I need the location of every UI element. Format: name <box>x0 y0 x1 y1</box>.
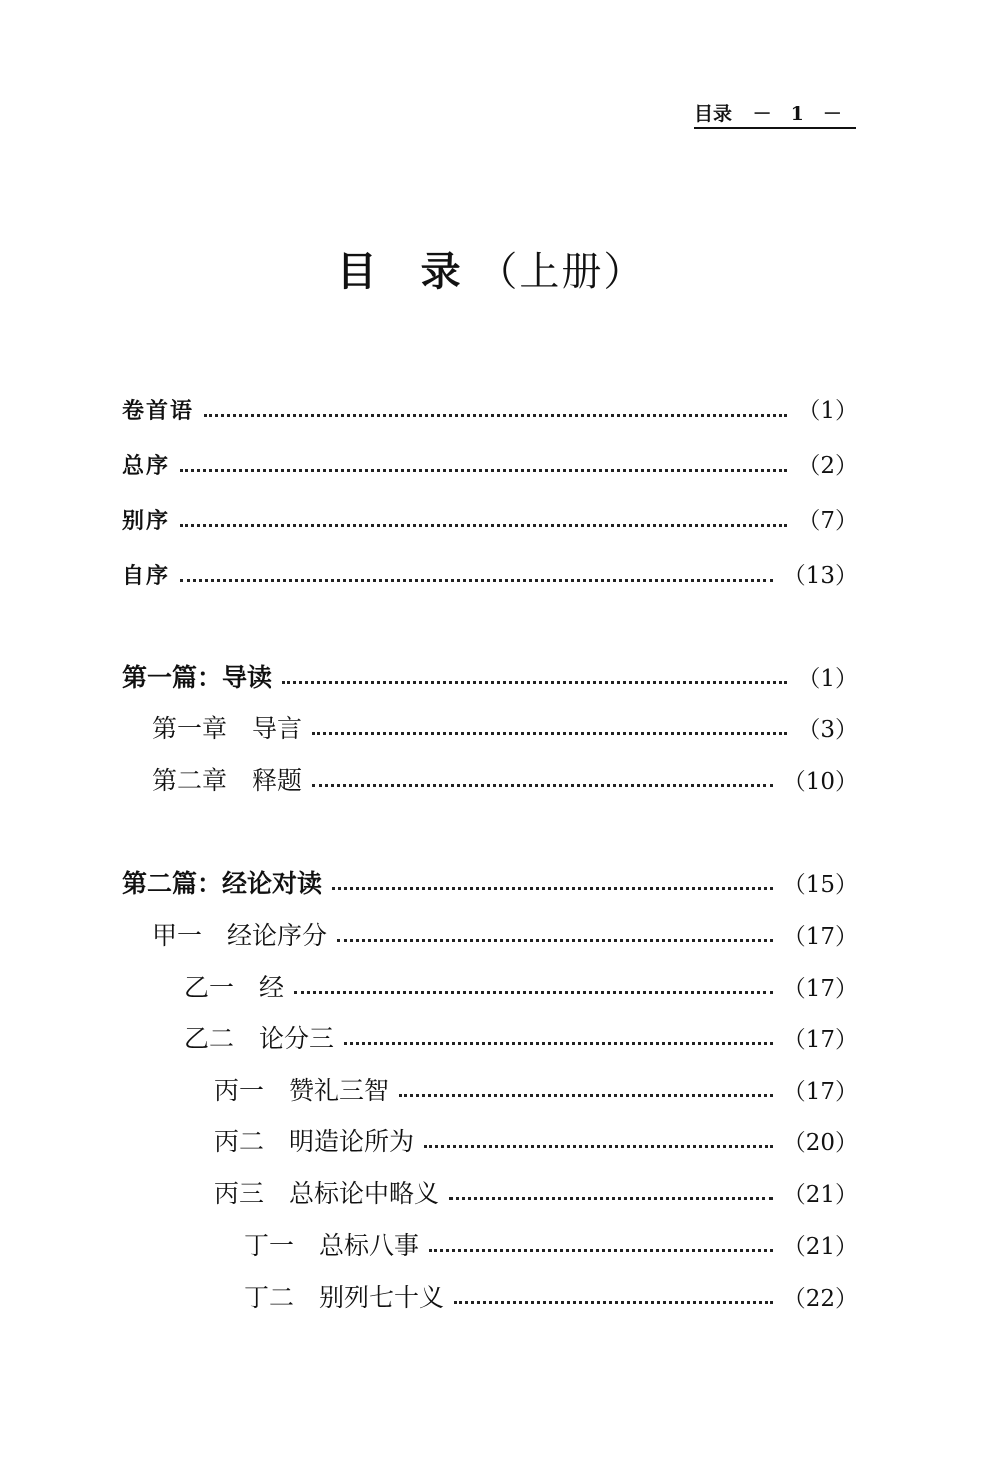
toc-leader-dots <box>282 663 787 684</box>
toc-entry-label: 别序 <box>122 508 171 534</box>
toc-entry <box>244 1283 858 1313</box>
toc-leader-dots <box>294 973 773 994</box>
toc-leader-dots <box>454 1283 773 1304</box>
toc-entry-label: 乙一 经 <box>184 973 285 1002</box>
toc-entry <box>184 973 858 1003</box>
toc-entry-page: （2） <box>797 453 858 479</box>
toc-leader-dots <box>337 921 773 942</box>
toc-leader-dots <box>312 766 773 787</box>
page-title-volume: （上册） <box>477 249 646 295</box>
toc-entry <box>122 396 858 426</box>
toc-entry <box>122 506 858 536</box>
toc-entry-page: （1） <box>797 398 858 424</box>
toc-entry-page: （17） <box>782 976 858 1002</box>
toc-leader-dots <box>332 869 773 890</box>
toc-entry <box>152 714 858 744</box>
toc-entry-page: （20） <box>782 1130 858 1156</box>
toc-entry-label: 丁一 总标八事 <box>244 1231 420 1260</box>
running-header <box>694 102 856 129</box>
toc-leader-dots <box>429 1231 773 1252</box>
toc-entry-label: 丁二 别列七十义 <box>244 1283 445 1312</box>
toc-entry-label: 丙二 明造论所为 <box>214 1127 415 1156</box>
toc-entry-page: （10） <box>782 769 858 795</box>
toc-entry-label: 自序 <box>122 563 171 589</box>
toc-leader-dots <box>449 1179 773 1200</box>
toc-entry-page: （13） <box>782 563 858 589</box>
toc-leader-dots <box>180 451 787 472</box>
toc-entry-label: 第一篇：导读 <box>122 663 273 692</box>
toc-entry-label: 丙三 总标论中略义 <box>214 1179 440 1208</box>
toc-entry-page: （15） <box>782 872 858 898</box>
toc-entry <box>122 561 858 591</box>
toc-leader-dots <box>399 1076 773 1097</box>
toc-entry-page: （1） <box>797 666 858 692</box>
toc-leader-dots <box>180 561 773 582</box>
page-title <box>0 248 982 296</box>
toc-entry <box>122 663 858 693</box>
toc-entry-page: （22） <box>782 1286 858 1312</box>
toc-entry <box>122 451 858 481</box>
toc-entry-page: （21） <box>782 1234 858 1260</box>
toc-entry <box>152 921 858 951</box>
toc-leader-dots <box>204 396 787 417</box>
toc-entry-page: （17） <box>782 1027 858 1053</box>
toc-entry-label: 乙二 论分三 <box>184 1024 335 1053</box>
toc-entry-label: 第一章 导言 <box>152 714 303 743</box>
toc-entry <box>214 1127 858 1157</box>
toc-entry <box>214 1076 858 1106</box>
toc-entry-label: 甲一 经论序分 <box>152 921 328 950</box>
toc-entry-label: 第二章 释题 <box>152 766 303 795</box>
toc-entry-page: （7） <box>797 508 858 534</box>
toc-entry-page: （3） <box>797 717 858 743</box>
page-title-main: 目 录 <box>336 248 463 295</box>
toc-entry <box>184 1024 858 1054</box>
toc-entry <box>122 869 858 899</box>
toc-entry <box>214 1179 858 1209</box>
toc-entry-page: （17） <box>782 1079 858 1105</box>
toc-leader-dots <box>424 1127 773 1148</box>
toc-leader-dots <box>312 714 787 735</box>
toc-entry <box>244 1231 858 1261</box>
toc-entry-page: （21） <box>782 1182 858 1208</box>
toc-entry <box>152 766 858 796</box>
toc-entry-page: （17） <box>782 924 858 950</box>
toc-entry-label: 第二篇：经论对读 <box>122 869 323 898</box>
toc-entry-label: 总序 <box>122 453 171 479</box>
running-header-label: 目录 <box>694 103 733 125</box>
toc-leader-dots <box>180 506 787 527</box>
toc-leader-dots <box>344 1024 773 1045</box>
toc-entry-label: 丙一 赞礼三智 <box>214 1076 390 1105</box>
running-header-page-number: － 1 － <box>752 103 842 125</box>
toc-entry-label: 卷首语 <box>122 398 195 424</box>
